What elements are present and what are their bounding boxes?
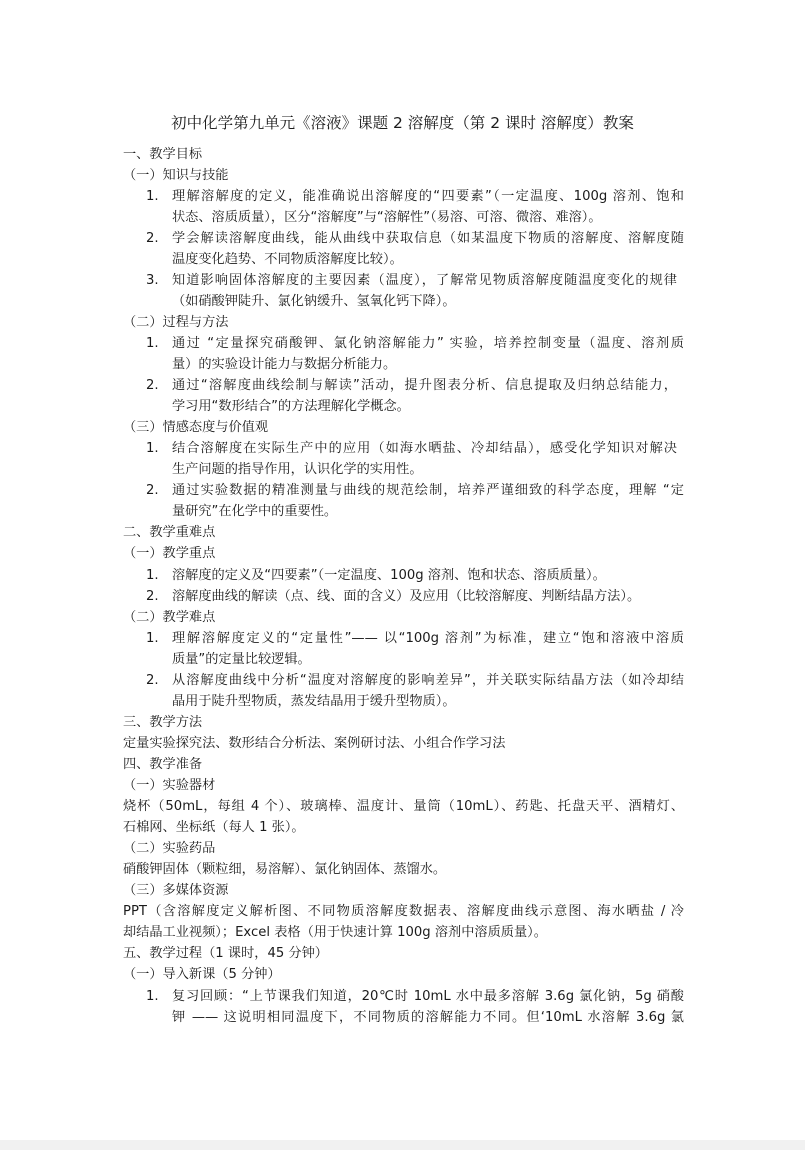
list-item-text: 学习用“数形结合”的方法理解化学概念。	[172, 399, 410, 414]
subsection-heading: （一）导入新课（5 分钟）	[123, 967, 281, 982]
list-item-text: 状态、溶质质量），区分“溶解度”与“溶解性”（易溶、可溶、微溶、难溶）。	[172, 210, 602, 225]
section-heading: 二、教学重难点	[123, 525, 216, 540]
subsection-heading: （二）实验药品	[123, 841, 216, 856]
list-number: 2.	[146, 673, 159, 688]
list-item-text: 从溶解度曲线中分析“温度对溶解度的影响差异”，并关联实际结晶方法（如冷却结	[172, 673, 684, 688]
subsection-heading: （一）教学重点	[123, 546, 216, 561]
paragraph-text: 烧杯（50mL，每组 4 个）、玻璃棒、温度计、量筒（10mL）、药匙、托盘天平、酒精灯、	[123, 799, 684, 814]
list-item-text: 量研究”在化学中的重要性。	[172, 504, 338, 519]
list-number: 1.	[146, 568, 159, 583]
list-number: 1.	[146, 336, 159, 351]
paragraph-text: PPT（含溶解度定义解析图、不同物质溶解度数据表、溶解度曲线示意图、海水晒盐 / 冷	[123, 904, 684, 919]
list-item-text: 温度变化趋势、不同物质溶解度比较）。	[172, 252, 403, 267]
section-heading: 五、教学过程（1 课时，45 分钟）	[123, 946, 328, 961]
list-item-text: 理解溶解度定义的“定量性”—— 以“100g 溶剂”为标准，建立“饱和溶液中溶质	[172, 631, 684, 646]
list-number: 2.	[146, 378, 159, 393]
list-number: 1.	[146, 989, 159, 1004]
paragraph-text: 石棉网、坐标纸（每人 1 张）。	[123, 820, 305, 835]
list-item-text: 溶解度的定义及“四要素”（一定温度、100g 溶剂、饱和状态、溶质质量）。	[172, 568, 606, 583]
list-item-text: 结合溶解度在实际生产中的应用（如海水晒盐、冷却结晶），感受化学知识对解决	[172, 441, 677, 456]
list-item-text: 知道影响固体溶解度的主要因素（温度），了解常见物质溶解度随温度变化的规律	[172, 273, 677, 288]
subsection-heading: （二）教学难点	[123, 610, 216, 625]
section-heading: 一、教学目标	[123, 147, 203, 162]
list-item-text: 复习回顾：“上节课我们知道，20℃时 10mL 水中最多溶解 3.6g 氯化钠，5g 硝酸	[172, 989, 684, 1004]
list-number: 1.	[146, 189, 159, 204]
subsection-heading: （一）实验器材	[123, 778, 216, 793]
list-item-text: 学会解读溶解度曲线，能从曲线中获取信息（如某温度下物质的溶解度、溶解度随	[172, 231, 684, 246]
list-item-text: 通过实验数据的精准测量与曲线的规范绘制，培养严谨细致的科学态度，理解 “定	[172, 483, 684, 498]
subsection-heading: （一）知识与技能	[123, 168, 229, 183]
list-item-text: 质量”的定量比较逻辑。	[172, 652, 311, 667]
list-item-text: （如硝酸钾陡升、氯化钠缓升、氢氧化钙下降）。	[172, 294, 456, 309]
list-item-text: 晶用于陡升型物质，蒸发结晶用于缓升型物质）。	[172, 694, 456, 709]
list-number: 2.	[146, 231, 159, 246]
section-heading: 四、教学准备	[123, 757, 203, 772]
list-item-text: 理解溶解度的定义，能准确说出溶解度的“四要素”（一定温度、100g 溶剂、饱和	[172, 189, 684, 204]
list-item-text: 生产问题的指导作用，认识化学的实用性。	[172, 462, 423, 477]
list-number: 2.	[146, 483, 159, 498]
subsection-heading: （三）多媒体资源	[123, 883, 229, 898]
subsection-heading: （二）过程与方法	[123, 315, 229, 330]
section-heading: 三、教学方法	[123, 715, 203, 730]
list-item-text: 通过 “定量探究硝酸钾、氯化钠溶解能力” 实验，培养控制变量（温度、溶剂质	[172, 336, 684, 351]
list-number: 1.	[146, 441, 159, 456]
paragraph-text: 硝酸钾固体（颗粒细，易溶解）、氯化钠固体、蒸馏水。	[123, 862, 447, 877]
list-item-text: 通过“溶解度曲线绘制与解读”活动，提升图表分析、信息提取及归纳总结能力，	[172, 378, 677, 393]
paragraph-text: 定量实验探究法、数形结合分析法、案例研讨法、小组合作学习法	[123, 736, 506, 751]
list-number: 2.	[146, 589, 159, 604]
list-number: 3.	[146, 273, 159, 288]
list-number: 1.	[146, 631, 159, 646]
paragraph-text: 却结晶工业视频）；Excel 表格（用于快速计算 100g 溶剂中溶质质量）。	[123, 925, 547, 940]
list-item-text: 溶解度曲线的解读（点、线、面的含义）及应用（比较溶解度、判断结晶方法）。	[172, 589, 641, 604]
list-item-text: 钾 —— 这说明相同温度下，不同物质的溶解能力不同。但‘10mL 水溶解 3.6g 氯	[172, 1010, 684, 1025]
subsection-heading: （三）情感态度与价值观	[123, 420, 269, 435]
list-item-text: 量）的实验设计能力与数据分析能力。	[172, 357, 397, 372]
document-title: 初中化学第九单元《溶液》课题 2 溶解度（第 2 课时 溶解度）教案	[171, 114, 634, 132]
